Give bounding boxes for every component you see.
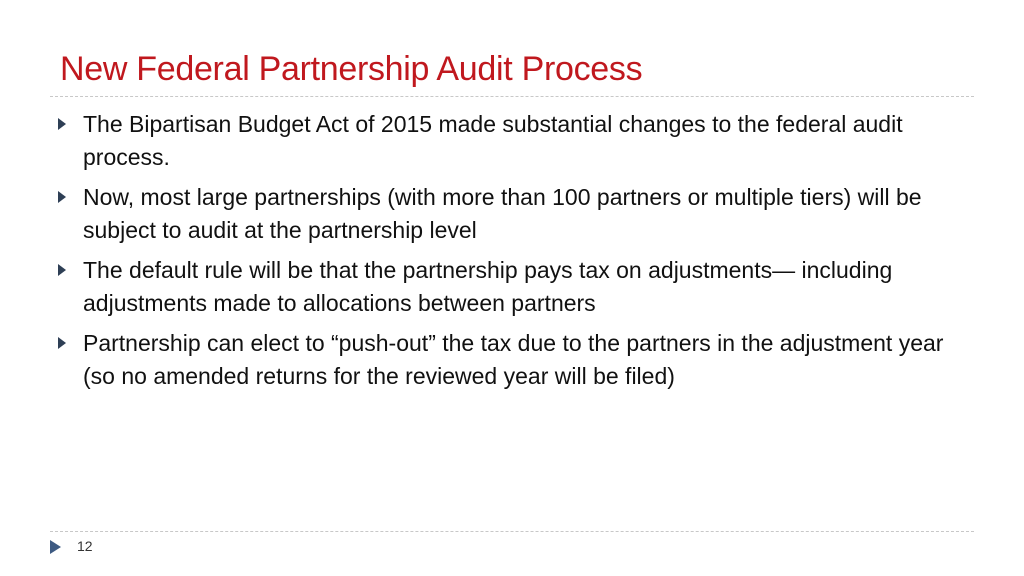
triangle-right-icon: [58, 118, 66, 130]
title-divider: [50, 96, 974, 97]
slide-title: New Federal Partnership Audit Process: [60, 50, 643, 88]
bullet-text: The default rule will be that the partnership pays tax on adjustments— including adjustments made to allocations between partners: [83, 257, 893, 316]
bullet-text: The Bipartisan Budget Act of 2015 made substantial changes to the federal audit process.: [83, 111, 903, 170]
bullet-item: [55, 108, 975, 174]
triangle-right-icon: [58, 337, 66, 349]
triangle-right-icon: [58, 264, 66, 276]
bullet-item: [55, 327, 975, 393]
bullet-list: [55, 108, 975, 400]
bullet-text: Now, most large partnerships (with more than 100 partners or multiple tiers) will be subject to audit at the partnership level: [83, 184, 922, 243]
footer-divider: [50, 531, 974, 532]
bullet-text: Partnership can elect to “push-out” the tax due to the partners in the adjustment year (so no amended returns for the reviewed year will be filed): [83, 330, 944, 389]
triangle-right-icon: [58, 191, 66, 203]
slide-number: 12: [77, 538, 93, 554]
bullet-item: [55, 254, 975, 320]
triangle-right-icon: [50, 540, 61, 554]
bullet-item: [55, 181, 975, 247]
